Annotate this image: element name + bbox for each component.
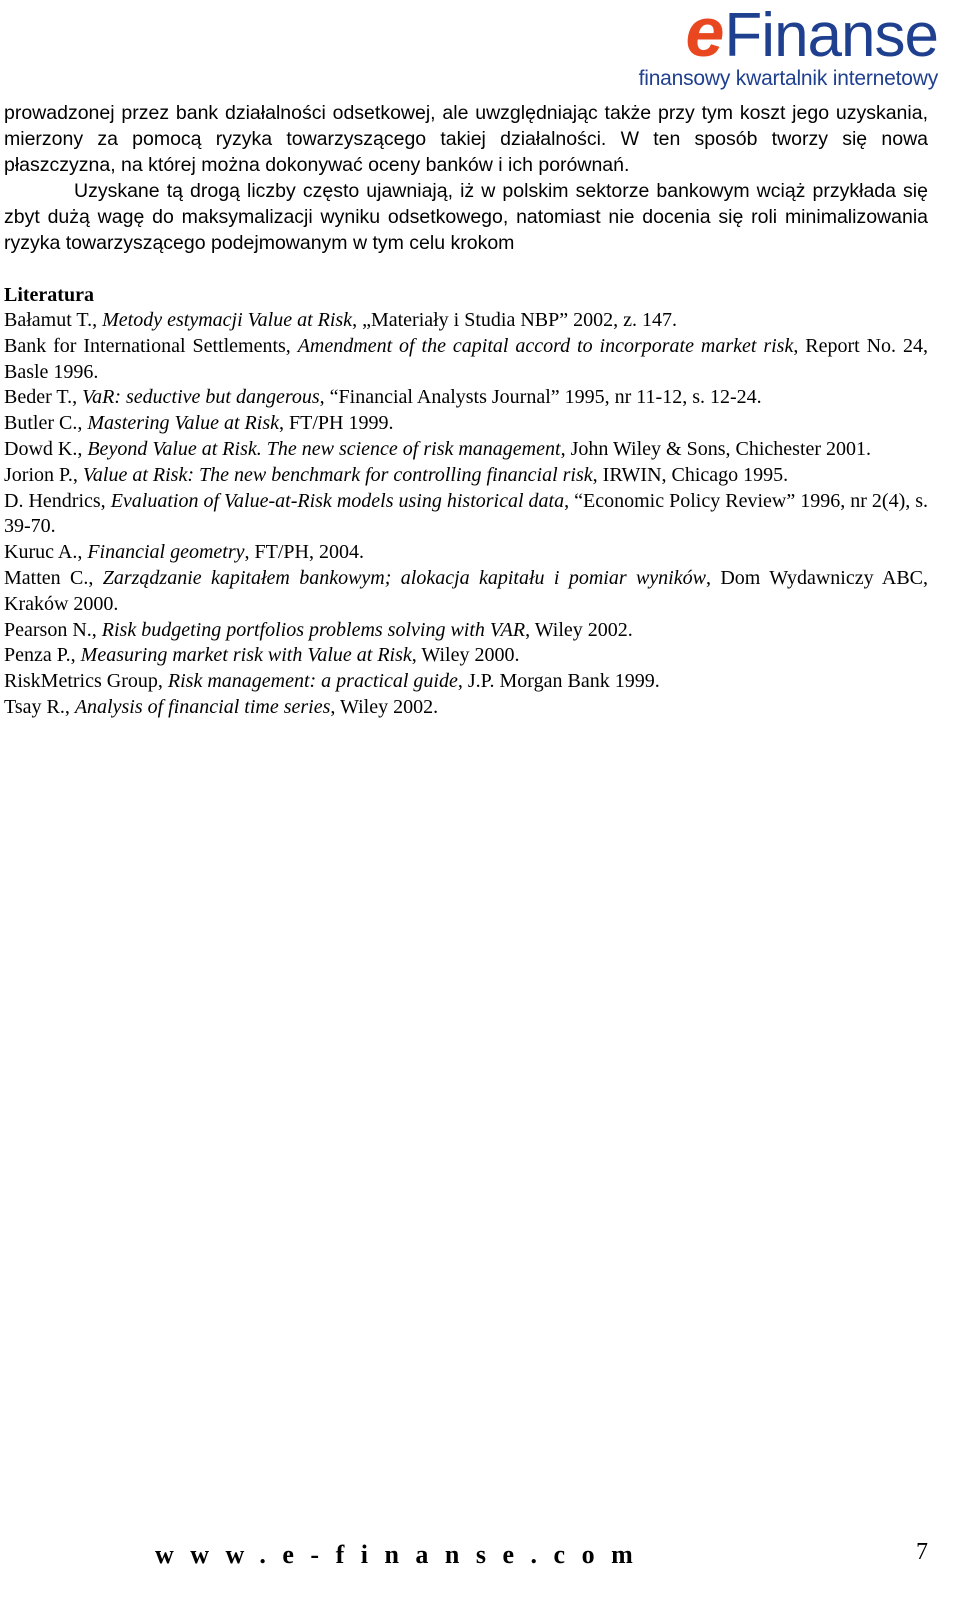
- reference-author: Jorion P.: [4, 463, 73, 486]
- reference-details: , “Economic Policy Review” 1996, nr 2(4), s. 39-70.: [4, 489, 929, 538]
- reference-title: Beyond Value at Risk. The new science of risk management: [87, 437, 561, 460]
- reference-author: Bałamut T.: [4, 309, 93, 331]
- reference-details: , FT/PH 1999.: [278, 412, 394, 435]
- reference-title: Evaluation of Value-at-Risk models using historical data: [110, 489, 565, 512]
- reference-details: , John Wiley & Sons, Chichester 2001.: [560, 437, 872, 460]
- reference-author: Kuruc A.: [4, 541, 78, 564]
- reference-separator: ,: [64, 695, 75, 718]
- body-paragraph-2: Uzyskane tą drogą liczby często ujawniają, iż w polskim sektorze bankowym wciąż przykłada się zbyt dużą wagę do maksymalizacji wyniku odsetkowego, natomiast nie docenia się roli minimalizowania ryzyka towarzyszącego podejmowanym w tym celu krokom: [4, 180, 928, 254]
- reference-item: [4, 566, 928, 618]
- reference-details: , “Financial Analysts Journal” 1995, nr 11-12, s. 12-24.: [319, 386, 762, 409]
- body-paragraph-1: prowadzonej przez bank działalności odsetkowej, ale uwzględniając także przy tym koszt jego uzyskania, mierzony za pomocą ryzyka towarzyszącego takiej działalności. W ten sposób tworzy się nowa płaszczyzna, na której można dokonywać oceny banków i ich porównań.: [4, 102, 928, 176]
- reference-separator: ,: [72, 386, 83, 409]
- reference-separator: ,: [70, 644, 81, 667]
- logo-tagline: finansowy kwartalnik internetowy: [638, 67, 938, 90]
- reference-item: [4, 463, 928, 489]
- reference-item: [4, 334, 928, 386]
- reference-separator: ,: [92, 309, 103, 331]
- reference-separator: ,: [285, 334, 298, 357]
- reference-author: Matten C.: [4, 566, 89, 589]
- reference-item: [4, 385, 928, 411]
- reference-item: [4, 437, 928, 463]
- reference-details: , IRWIN, Chicago 1995.: [592, 463, 789, 486]
- reference-title: Amendment of the capital accord to incorporate market risk: [297, 334, 794, 357]
- reference-separator: ,: [77, 412, 88, 435]
- reference-author: Bank for International Settlements: [4, 334, 286, 357]
- reference-item: [4, 489, 928, 541]
- reference-title: VaR: seductive but dangerous: [82, 386, 320, 409]
- reference-item: [4, 540, 928, 566]
- logo-finanse-text: Finanse: [724, 1, 938, 70]
- reference-title: Analysis of financial time series: [74, 695, 331, 718]
- reference-details: , Report No. 24, Basle 1996.: [4, 334, 928, 383]
- reference-author: Tsay R.: [4, 695, 65, 718]
- logo-e-letter: e: [685, 0, 725, 71]
- reference-item: [4, 643, 928, 669]
- reference-separator: ,: [100, 489, 111, 512]
- reference-item: [4, 618, 928, 644]
- reference-separator: ,: [157, 670, 168, 693]
- reference-separator: ,: [77, 437, 88, 460]
- reference-author: Beder T.: [4, 386, 73, 409]
- reference-separator: ,: [91, 618, 102, 641]
- reference-list: [4, 308, 928, 721]
- reference-author: Penza P.: [4, 644, 71, 667]
- reference-separator: ,: [88, 566, 103, 589]
- reference-separator: ,: [77, 541, 88, 564]
- reference-title: Risk management: a practical guide: [167, 670, 458, 693]
- reference-author: Dowd K.: [4, 437, 78, 460]
- reference-author: Butler C.: [4, 412, 78, 435]
- literature-heading: Literatura: [4, 284, 94, 306]
- reference-details: , Wiley 2002.: [525, 618, 633, 641]
- reference-title: Mastering Value at Risk: [87, 412, 279, 435]
- reference-details: , Dom Wydawniczy ABC, Kraków 2000.: [4, 566, 928, 615]
- reference-author: Pearson N.: [4, 618, 92, 641]
- reference-separator: ,: [72, 463, 83, 486]
- reference-details: , „Materiały i Studia NBP” 2002, z. 147.: [352, 309, 678, 331]
- reference-title: Metody estymacji Value at Risk: [102, 309, 353, 331]
- reference-title: Value at Risk: The new benchmark for controlling financial risk: [82, 463, 593, 486]
- page-number: 7: [916, 1539, 928, 1565]
- reference-item: [4, 695, 928, 721]
- reference-title: Risk budgeting portfolios problems solving with VAR: [101, 618, 526, 641]
- efinanse-logo: [638, 0, 938, 96]
- reference-details: , J.P. Morgan Bank 1999.: [457, 670, 660, 693]
- reference-title: Zarządzanie kapitałem bankowym; alokacja kapitału i pomiar wyników: [102, 566, 706, 589]
- reference-title: Financial geometry: [87, 541, 245, 564]
- reference-details: , Wiley 2002.: [330, 695, 439, 718]
- reference-title: Measuring market risk with Value at Risk: [80, 644, 412, 667]
- footer-website-url: www.e-finanse.com: [155, 1540, 650, 1569]
- reference-item: [4, 669, 928, 695]
- reference-item: [4, 308, 928, 334]
- reference-author: RiskMetrics Group: [4, 670, 158, 693]
- reference-details: , Wiley 2000.: [411, 644, 520, 667]
- reference-details: , FT/PH, 2004.: [244, 541, 364, 564]
- page-content: [4, 100, 928, 721]
- logo-wordmark: [685, 0, 938, 74]
- reference-author: D. Hendrics: [4, 489, 101, 512]
- reference-item: [4, 411, 928, 437]
